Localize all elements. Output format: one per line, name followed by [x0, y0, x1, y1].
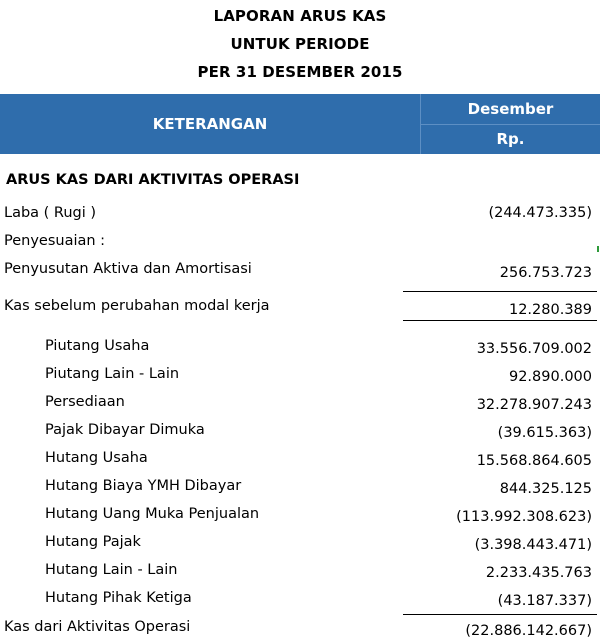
row-amount: 15.568.864.605	[476, 453, 592, 469]
row-label: Pajak Dibayar Dimuka	[45, 422, 205, 438]
row-label: Piutang Usaha	[45, 338, 150, 354]
header-month: Desember	[467, 100, 554, 118]
subtotal-rule	[403, 320, 597, 321]
row-amount: 844.325.125	[499, 481, 592, 497]
row-amount: (113.992.308.623)	[456, 509, 592, 525]
table-row	[0, 614, 600, 640]
row-amount: (3.398.443.471)	[474, 537, 592, 553]
section-title: ARUS KAS DARI AKTIVITAS OPERASI	[6, 172, 300, 188]
table-row	[0, 293, 600, 319]
table-row	[0, 529, 600, 555]
row-label: Laba ( Rugi )	[4, 205, 97, 221]
row-amount: (244.473.335)	[488, 205, 592, 221]
row-amount: 92.890.000	[508, 369, 592, 385]
table-row	[0, 557, 600, 583]
row-label: Kas dari Aktivitas Operasi	[4, 619, 191, 635]
row-amount: (22.886.142.667)	[465, 623, 592, 639]
row-label: Penyesuaian :	[4, 233, 106, 249]
table-row	[0, 200, 600, 226]
row-amount: 256.753.723	[499, 265, 592, 281]
row-amount: (39.615.363)	[497, 425, 592, 441]
row-label: Hutang Uang Muka Penjualan	[45, 506, 260, 522]
table-row	[0, 361, 600, 387]
row-label: Kas sebelum perubahan modal kerja	[4, 298, 270, 314]
table-row	[0, 333, 600, 359]
row-label: Piutang Lain - Lain	[45, 366, 180, 382]
row-label: Hutang Biaya YMH Dibayar	[45, 478, 242, 494]
report-period: PER 31 DESEMBER 2015	[197, 63, 403, 81]
table-row	[0, 501, 600, 527]
row-amount: 32.278.907.243	[476, 397, 592, 413]
table-row	[0, 389, 600, 415]
row-label: Penyusutan Aktiva dan Amortisasi	[4, 261, 252, 277]
cell-marker	[597, 246, 599, 252]
row-amount: 2.233.435.763	[485, 565, 592, 581]
table-row	[0, 228, 600, 254]
table-row	[0, 445, 600, 471]
row-label: Hutang Lain - Lain	[45, 562, 178, 578]
report-title: LAPORAN ARUS KAS	[213, 7, 387, 25]
row-amount: 33.556.709.002	[476, 341, 592, 357]
table-header	[0, 94, 600, 154]
row-label: Hutang Pajak	[45, 534, 141, 550]
table-row	[0, 473, 600, 499]
subtotal-rule	[403, 291, 597, 292]
table-row	[0, 417, 600, 443]
row-label: Persediaan	[45, 394, 125, 410]
header-keterangan: KETERANGAN	[152, 115, 268, 133]
row-amount: (43.187.337)	[497, 593, 592, 609]
row-amount: 12.280.389	[508, 302, 592, 318]
section-heading	[0, 167, 600, 193]
header-currency: Rp.	[496, 130, 525, 148]
report-subtitle: UNTUK PERIODE	[230, 35, 370, 53]
row-label: Hutang Pihak Ketiga	[45, 590, 192, 606]
table-row	[0, 256, 600, 282]
table-row	[0, 585, 600, 611]
row-label: Hutang Usaha	[45, 450, 148, 466]
